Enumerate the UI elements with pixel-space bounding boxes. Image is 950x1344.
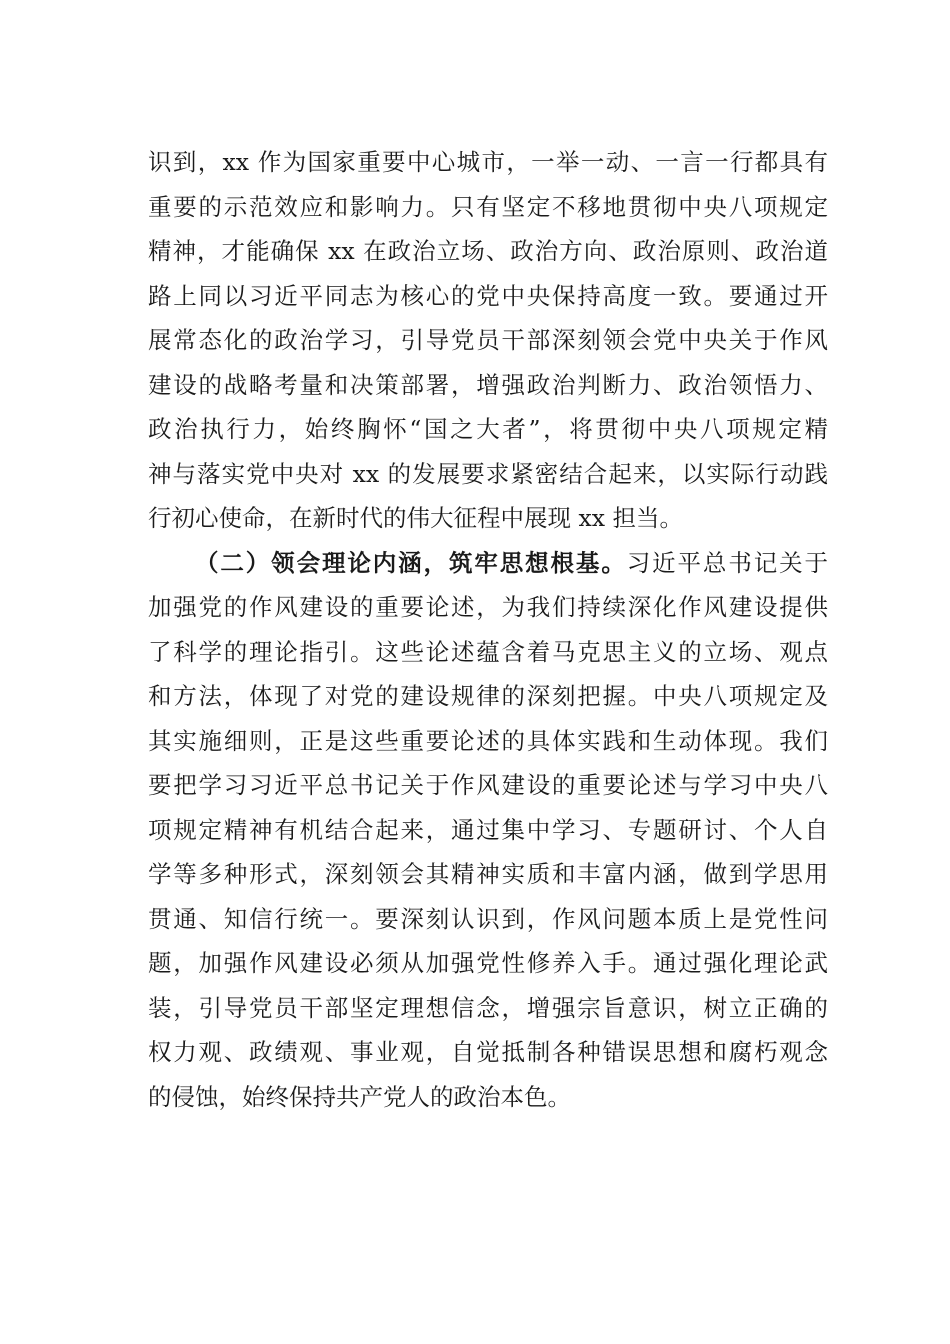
paragraph-2-first-line [148,541,828,586]
text-line: 贯通、知信行统一。要深刻认识到，作风问题本质上是党性问 [148,904,828,933]
text-line: 学等多种形式，深刻领会其精神实质和丰富内涵，做到学思用 [148,860,828,888]
paragraph-1 [148,140,828,541]
text-line: 题，加强作风建设必须从加强党性修养入手。通过强化理论武 [148,949,828,977]
text-run: 习近平总书记关于 [626,548,829,577]
text-line: 神与落实党中央对 xx 的发展要求紧密结合起来，以实际行动践 [148,459,828,488]
text-line: 了科学的理论指引。这些论述蕴含着马克思主义的立场、观点 [148,637,828,666]
text-line: 权力观、政绩观、事业观，自觉抵制各种错误思想和腐朽观念 [148,1038,828,1066]
text-line: 政治执行力，始终胸怀“国之大者”，将贯彻中央八项规定精 [148,415,828,443]
text-line: 要把学习习近平总书记关于作风建设的重要论述与学习中央八 [148,771,828,799]
text-line: 展常态化的政治学习，引导党员干部深刻领会党中央关于作风 [148,326,828,354]
section-heading: （二）领会理论内涵，筑牢思想根基。 [195,548,627,577]
text-line: 路上同以习近平同志为核心的党中央保持高度一致。要通过开 [148,281,828,310]
text-line: 其实施细则，正是这些重要论述的具体实践和生动体现。我们 [148,726,828,755]
text-line: 的侵蚀，始终保持共产党人的政治本色。 [148,1082,571,1111]
text-line: 重要的示范效应和影响力。只有坚定不移地贯彻中央八项规定 [148,192,828,221]
body-text [148,140,828,1119]
text-line: 精神，才能确保 xx 在政治立场、政治方向、政治原则、政治道 [148,237,828,265]
text-line: 行初心使命，在新时代的伟大征程中展现 xx 担当。 [148,504,683,532]
text-line: 识到，xx 作为国家重要中心城市，一举一动、一言一行都具有 [148,148,828,176]
text-line: 和方法，体现了对党的建设规律的深刻把握。中央八项规定及 [148,682,828,710]
text-line: 建设的战略考量和决策部署，增强政治判断力、政治领悟力、 [148,370,828,399]
text-line: 加强党的作风建设的重要论述，为我们持续深化作风建设提供 [148,593,828,621]
paragraph-2 [148,541,828,1120]
text-line: 项规定精神有机结合起来，通过集中学习、专题研讨、个人自 [148,815,828,844]
text-line: 装，引导党员干部坚定理想信念，增强宗旨意识，树立正确的 [148,993,828,1022]
